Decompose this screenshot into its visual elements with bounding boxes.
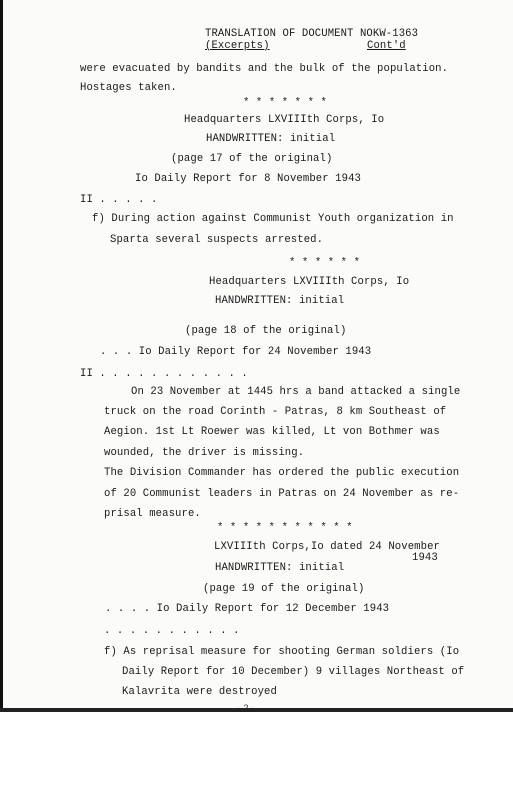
- text-line: The Division Commander has ordered the public execution: [104, 467, 460, 479]
- text-line: (page 18 of the original): [185, 325, 347, 337]
- text-line: HANDWRITTEN: initial: [215, 562, 345, 574]
- text-line: Io Daily Report for 8 November 1943: [135, 173, 362, 185]
- text-line: LXVIIIth Corps,Io dated 24 November: [214, 541, 441, 553]
- text-line: were evacuated by bandits and the bulk of the population.: [80, 63, 449, 75]
- section-marker: II . . . . . . . . . . . .: [80, 368, 248, 380]
- document-subtitle-excerpts: (Excerpts): [205, 40, 270, 52]
- text-line: Headquarters LXVIIIth Corps, Io: [184, 114, 385, 126]
- text-line: wounded, the driver is missing.: [104, 447, 305, 459]
- text-line: On 23 November at 1445 hrs a band attacked a single: [131, 386, 461, 398]
- separator-line: * * * * * * * * * * *: [217, 522, 353, 534]
- document-subtitle-contd: Cont'd: [367, 40, 406, 52]
- text-line: HANDWRITTEN: initial: [206, 133, 336, 145]
- text-line: Kalavrita were destroyed: [122, 686, 277, 698]
- text-line: Headquarters LXVIIIth Corps, Io: [209, 276, 410, 288]
- text-line: (page 19 of the original): [203, 583, 365, 595]
- document-title: TRANSLATION OF DOCUMENT NOKW-1363: [205, 28, 419, 40]
- scan-edge-bottom: [0, 708, 513, 712]
- separator-line: * * * * * *: [289, 257, 361, 269]
- text-line: (page 17 of the original): [171, 153, 333, 165]
- text-line: f) As reprisal measure for shooting German soldiers (Io: [104, 646, 460, 658]
- text-line: Daily Report for 10 December) 9 villages Northeast of: [122, 666, 465, 678]
- scan-edge-left: [0, 0, 3, 712]
- text-line: truck on the road Corinth - Patras, 8 km Southeast of: [104, 406, 447, 418]
- section-marker: . . . . . . . . . . .: [104, 625, 240, 637]
- section-marker: II . . . . .: [80, 194, 158, 206]
- text-line: 1943: [412, 552, 438, 564]
- text-line: Sparta several suspects arrested.: [110, 234, 324, 246]
- separator-line: * * * * * * *: [243, 97, 327, 109]
- text-line: . . . . Io Daily Report for 12 December 1943: [105, 603, 390, 615]
- text-line: Hostages taken.: [80, 82, 177, 94]
- text-line: HANDWRITTEN: initial: [215, 295, 345, 307]
- text-line: f) During action against Communist Youth organization in: [92, 213, 454, 225]
- text-line: prisal measure.: [104, 508, 201, 520]
- text-line: Aegion. 1st Lt Roewer was killed, Lt von Bothmer was: [104, 426, 440, 438]
- text-line: . . . Io Daily Report for 24 November 1943: [100, 346, 372, 358]
- text-line: of 20 Communist leaders in Patras on 24 November as re-: [104, 488, 460, 500]
